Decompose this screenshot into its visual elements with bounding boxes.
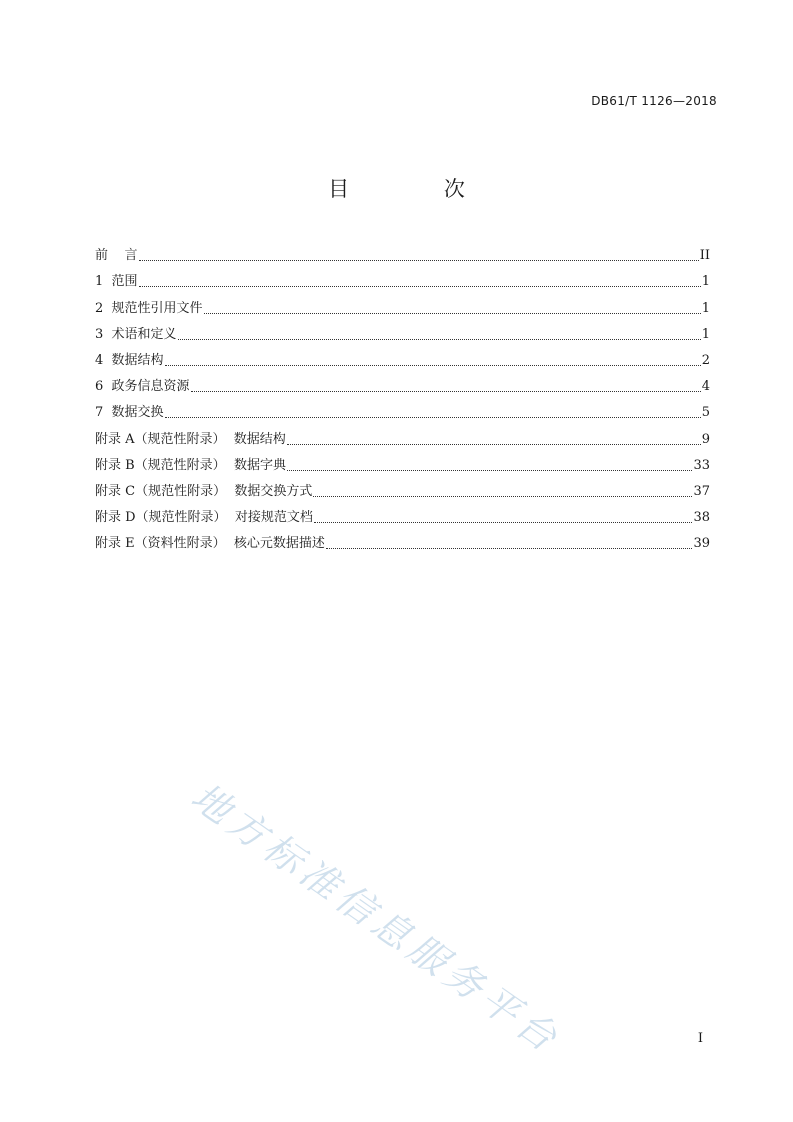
toc-entry-label: 附录 E（资料性附录） 核心元数据描述 [95, 536, 325, 552]
toc-entry-page: 33 [693, 457, 710, 473]
toc-entry-page: 39 [693, 536, 710, 552]
toc-entry-label: 附录 D（规范性附录） 对接规范文档 [95, 510, 313, 526]
toc-entry-label: 2 规范性引用文件 [95, 300, 203, 316]
page-number: I [697, 1031, 703, 1046]
toc-entry-label: 附录 C（规范性附录） 数据交换方式 [95, 483, 313, 499]
dot-leader [313, 496, 692, 497]
toc-entry-label: 3 术语和定义 [95, 326, 177, 342]
toc-entry-data-structure[interactable] [95, 343, 710, 369]
dot-leader [326, 548, 693, 549]
toc-entry-page: 9 [701, 431, 710, 447]
dot-leader [139, 286, 701, 287]
toc-entry-label: 附录 A（规范性附录） 数据结构 [95, 431, 286, 447]
toc-entry-foreword[interactable] [95, 238, 710, 264]
dot-leader [191, 391, 701, 392]
dot-leader [178, 339, 701, 340]
toc-entry-appendix-e[interactable] [95, 526, 710, 552]
dot-leader [314, 522, 693, 523]
toc-entry-page: 5 [701, 405, 710, 421]
toc-entry-appendix-b[interactable] [95, 448, 710, 474]
watermark: 地方标准信息服务平台 [183, 774, 570, 1063]
dot-leader [287, 444, 701, 445]
toc-entry-label: 6 政务信息资源 [95, 379, 190, 395]
toc-entry-page: 4 [701, 379, 710, 395]
dot-leader [287, 470, 693, 471]
toc-entry-label: 前 言 [95, 248, 138, 264]
toc-entry-page: 2 [701, 352, 710, 368]
toc-entry-page: 1 [701, 326, 710, 342]
toc-entry-scope[interactable] [95, 264, 710, 290]
toc-title: 目 次 [328, 177, 509, 201]
toc-entry-label: 1 范围 [95, 274, 138, 290]
toc-entry-label: 4 数据结构 [95, 352, 164, 368]
toc-entry-label: 7 数据交换 [95, 405, 164, 421]
toc-entry-government-information-resources[interactable] [95, 369, 710, 395]
dot-leader [165, 365, 701, 366]
toc-entry-page: 1 [701, 274, 710, 290]
dot-leader [139, 260, 699, 261]
toc-entry-page: 37 [693, 483, 710, 499]
toc-entry-page: 38 [693, 510, 710, 526]
toc-entry-label: 附录 B（规范性附录） 数据字典 [95, 457, 286, 473]
toc-entry-page: II [699, 248, 710, 264]
toc-entry-terms-definitions[interactable] [95, 317, 710, 343]
document-code: DB61/T 1126—2018 [591, 94, 717, 108]
toc-entry-appendix-d[interactable] [95, 500, 710, 526]
toc-entry-data-exchange[interactable] [95, 395, 710, 421]
toc-entry-normative-references[interactable] [95, 290, 710, 316]
toc-entry-appendix-a[interactable] [95, 421, 710, 447]
toc-entry-appendix-c[interactable] [95, 474, 710, 500]
toc-entry-page: 1 [701, 300, 710, 316]
table-of-contents [95, 238, 710, 552]
dot-leader [204, 313, 701, 314]
dot-leader [165, 417, 701, 418]
